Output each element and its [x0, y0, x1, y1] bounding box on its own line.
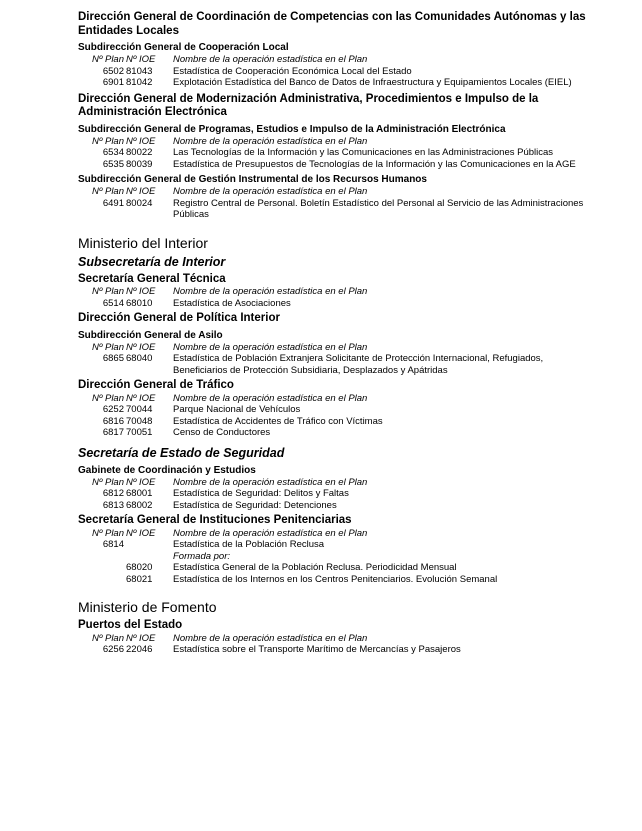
- ioe-number: 68020: [126, 562, 153, 573]
- operation-name: Estadística General de la Población Reclusa. Periodicidad Mensual: [173, 562, 457, 573]
- col-plan-header: Nº Plan: [92, 135, 124, 147]
- ioe-number: 80039: [126, 158, 153, 170]
- col-name-header: Nombre de la operación estadística en el Plan: [173, 286, 368, 297]
- col-name-header: Nombre de la operación estadística en el Plan: [173, 632, 368, 644]
- ioe-number: [124, 539, 173, 551]
- ministry-heading: Ministerio de Fomento: [78, 599, 217, 615]
- col-name-header: Nombre de la operación estadística en el Plan: [173, 186, 368, 197]
- plan-number: 6502: [102, 65, 124, 77]
- ioe-number: 70051: [126, 427, 153, 438]
- table-row: [78, 77, 598, 89]
- operations-table: [78, 342, 598, 377]
- ministry-heading: Ministerio del Interior: [78, 234, 208, 251]
- col-ioe-header: Nº IOE: [126, 186, 156, 197]
- table-row: [78, 644, 598, 656]
- table-row: [78, 147, 598, 159]
- ioe-number: 80024: [126, 197, 153, 209]
- subdirectorate-heading: Subdirección General de Gestión Instrumental de los Recursos Humanos: [78, 174, 427, 185]
- composed-of-note: Formada por:: [173, 550, 231, 562]
- ioe-number: 68001: [126, 488, 153, 499]
- col-name-header: Nombre de la operación estadística en el Plan: [173, 476, 368, 488]
- col-ioe-header: Nº IOE: [126, 135, 156, 147]
- ioe-number: 68010: [126, 297, 153, 309]
- operations-table: [78, 54, 598, 89]
- table-row: [78, 574, 598, 586]
- col-name-header: Nombre de la operación estadística en el Plan: [173, 527, 368, 539]
- table-row: [78, 66, 598, 78]
- ioe-number: 80022: [126, 147, 153, 158]
- agency-heading: Puertos del Estado: [78, 619, 183, 631]
- col-ioe-header: Nº IOE: [126, 54, 156, 65]
- col-ioe-header: Nº IOE: [126, 632, 156, 644]
- col-plan-header: Nº Plan: [92, 54, 124, 65]
- col-ioe-header: Nº IOE: [126, 286, 156, 297]
- table-header-row: [78, 136, 598, 148]
- table-row: [78, 551, 598, 563]
- operation-name: Estadística sobre el Transporte Marítimo de Mercancías y Pasajeros: [173, 644, 461, 655]
- col-ioe-header: Nº IOE: [126, 341, 156, 353]
- plan-number: 6256: [102, 644, 124, 655]
- table-header-row: [78, 186, 598, 198]
- table-row: [78, 159, 598, 171]
- table-header-row: [78, 528, 598, 540]
- state-secretariat-heading: Secretaría de Estado de Seguridad: [78, 445, 285, 460]
- operation-name: Estadística de Seguridad: Detenciones: [173, 499, 337, 511]
- ioe-number: 70044: [126, 404, 153, 415]
- operations-table: [78, 286, 598, 309]
- plan-number: 6817: [102, 427, 124, 438]
- operations-table: [78, 528, 598, 586]
- operation-name: Registro Central de Personal. Boletín Estadístico del Personal al Servicio de las Administraciones Públicas: [173, 197, 584, 220]
- subdirectorate-heading: Subdirección General de Asilo: [78, 329, 223, 341]
- table-row: [78, 500, 598, 512]
- ioe-number: 68002: [126, 499, 153, 511]
- ioe-number: 81042: [126, 77, 153, 88]
- operation-name: Estadística de Accidentes de Tráfico con Víctimas: [173, 415, 383, 427]
- col-plan-header: Nº Plan: [92, 392, 124, 404]
- table-header-row: [78, 393, 598, 405]
- directorate-heading: Dirección General de Política Interior: [78, 312, 280, 324]
- table-row: [78, 539, 598, 551]
- table-row: [78, 488, 598, 500]
- table-row: [78, 562, 598, 574]
- table-row: [78, 404, 598, 416]
- operation-name: Estadística de Seguridad: Delitos y Faltas: [173, 488, 349, 499]
- subdirectorate-heading: Subdirección General de Cooperación Local: [78, 42, 289, 53]
- operation-name: Estadística de Presupuestos de Tecnologías de la Información y las Comunicaciones en la AGE: [173, 158, 576, 170]
- table-row: [78, 416, 598, 428]
- col-plan-header: Nº Plan: [92, 186, 124, 197]
- plan-number: 6865: [102, 353, 124, 364]
- ioe-number: 81043: [126, 65, 153, 77]
- plan-number: 6491: [102, 197, 124, 209]
- operation-name: Estadística de Cooperación Económica Local del Estado: [173, 65, 412, 77]
- document-page: [78, 11, 598, 656]
- table-header-row: [78, 54, 598, 66]
- plan-number: 6812: [102, 488, 124, 499]
- table-row: [78, 427, 598, 439]
- plan-number: 6901: [102, 77, 124, 88]
- directorate-heading: Dirección General de Coordinación de Competencias con las Comunidades Autónomas y las Entidades Locales: [78, 11, 586, 37]
- operation-name: Estadística de Población Extranjera Solicitante de Protección Internacional, Refugiados, Beneficiarios de Protección Subsidiaria, Desplazados y Apátridas: [173, 353, 544, 376]
- table-row: [78, 353, 598, 376]
- operation-name: Estadística de Asociaciones: [173, 297, 291, 309]
- col-name-header: Nombre de la operación estadística en el Plan: [173, 341, 368, 353]
- col-plan-header: Nº Plan: [92, 632, 124, 644]
- table-row: [78, 298, 598, 310]
- operations-table: [78, 477, 598, 512]
- col-name-header: Nombre de la operación estadística en el Plan: [173, 54, 368, 65]
- plan-number: 6813: [102, 499, 124, 511]
- table-row: [78, 198, 598, 221]
- plan-number: 6534: [102, 147, 124, 158]
- operations-table: [78, 136, 598, 171]
- operations-table: [78, 633, 598, 656]
- table-header-row: [78, 477, 598, 489]
- col-plan-header: Nº Plan: [92, 527, 124, 539]
- operation-name: Estadística de los Internos en los Centros Penitenciarios. Evolución Semanal: [173, 573, 498, 585]
- table-header-row: [78, 633, 598, 645]
- operations-table: [78, 186, 598, 221]
- ioe-number: 68040: [126, 353, 153, 364]
- plan-number: 6514: [102, 297, 124, 309]
- operations-table: [78, 393, 598, 439]
- operation-name: Censo de Conductores: [173, 427, 271, 438]
- plan-number: 6816: [102, 415, 124, 427]
- operation-name: Estadística de la Población Reclusa: [173, 539, 325, 550]
- operation-name: Las Tecnologías de la Información y las Comunicaciones en las Administraciones Públicas: [173, 147, 554, 158]
- undersecretariat-heading: Subsecretaría de Interior: [78, 254, 226, 269]
- ioe-number: 22046: [126, 644, 153, 655]
- col-ioe-header: Nº IOE: [126, 476, 156, 488]
- col-ioe-header: Nº IOE: [126, 392, 156, 404]
- ioe-number: 70048: [126, 415, 153, 427]
- operation-name: Parque Nacional de Vehículos: [173, 404, 301, 415]
- general-secretariat-heading: Secretaría General de Instituciones Penitenciarias: [78, 514, 352, 526]
- col-name-header: Nombre de la operación estadística en el Plan: [173, 392, 368, 404]
- table-header-row: [78, 342, 598, 354]
- col-plan-header: Nº Plan: [92, 476, 124, 488]
- col-name-header: Nombre de la operación estadística en el Plan: [173, 135, 368, 147]
- col-plan-header: Nº Plan: [92, 341, 124, 353]
- plan-number: 6814: [102, 539, 124, 550]
- plan-number: 6252: [102, 404, 124, 415]
- col-plan-header: Nº Plan: [92, 286, 124, 297]
- col-ioe-header: Nº IOE: [126, 527, 156, 539]
- plan-number: 6535: [102, 158, 124, 170]
- cabinet-heading: Gabinete de Coordinación y Estudios: [78, 464, 256, 476]
- subdirectorate-heading: Subdirección General de Programas, Estudios e Impulso de la Administración Electrónica: [78, 123, 506, 135]
- directorate-heading: Dirección General de Modernización Administrativa, Procedimientos e Impulso de la Administración Electrónica: [78, 92, 539, 118]
- ioe-number: 68021: [126, 573, 153, 585]
- general-secretariat-heading: Secretaría General Técnica: [78, 272, 226, 285]
- operation-name: Explotación Estadística del Banco de Datos de Infraestructura y Equipamientos Locales (EIEL): [173, 77, 572, 88]
- directorate-heading: Dirección General de Tráfico: [78, 379, 234, 391]
- table-header-row: [78, 286, 598, 298]
